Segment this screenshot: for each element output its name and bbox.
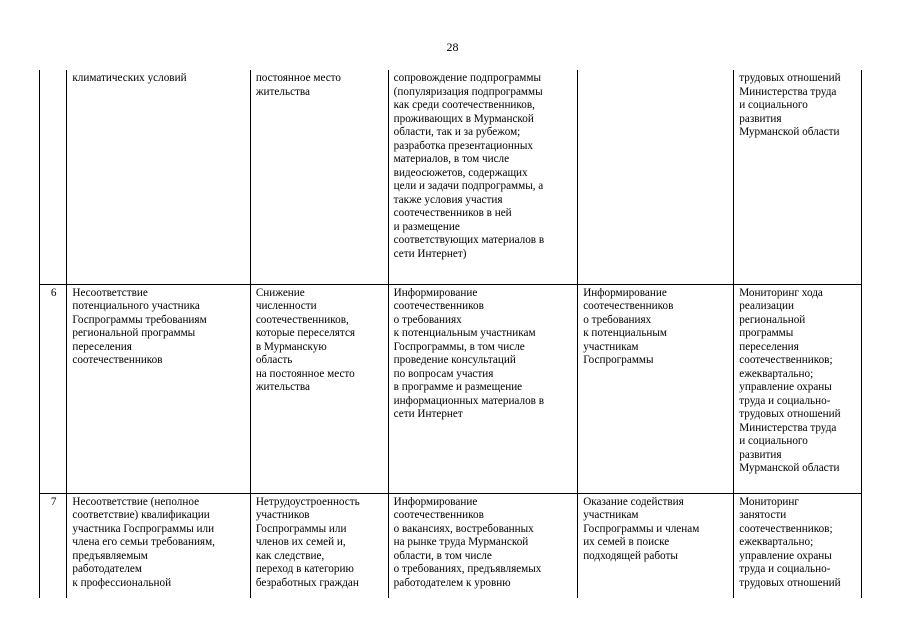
monitoring-cell: Мониторинг занятости соотечественников; ежеквартально; управление охраны труда и социально- трудовых отношений [734,493,862,598]
mitigation-cell: Информирование соотечественников о требованиях к потенциальным участникам Госпрограммы [578,284,734,493]
table-row [40,284,862,493]
mitigation-cell [578,70,734,284]
row-number [40,70,67,284]
prevention-cell: Информирование соотечественников о вакансиях, востребованных на рынке труда Мурманской области, в том числе о требованиях, предъявляемых работодателем к уровню [388,493,578,598]
table-row [40,493,862,598]
row-number: 7 [40,493,67,598]
risk-cell: климатических условий [67,70,250,284]
monitoring-cell: Мониторинг хода реализации региональной программы переселения соотечественников; ежеквартально; управление охраны труда и социально- трудовых отношений Министерства труда и социального развития Мурманской области [734,284,862,493]
monitoring-cell: трудовых отношений Министерства труда и социального развития Мурманской области [734,70,862,284]
page-number: 28 [446,40,459,54]
risk-cell: Несоответствие (неполное соответствие) квалификации участника Госпрограммы или члена его семьи требованиям, предъявляемым работодателем к профессиональной [67,493,250,598]
risk-table [39,70,862,598]
row-number: 6 [40,284,67,493]
consequence-cell: Снижение численности соотечественников, которые переселятся в Мурманскую область на постоянное место жительства [250,284,388,493]
prevention-cell: Информирование соотечественников о требованиях к потенциальным участникам Госпрограммы, в том числе проведение консультаций по вопросам участия в программе и размещение информационных материалов в сети Интернет [388,284,578,493]
risk-cell: Несоответствие потенциального участника Госпрограммы требованиям региональной программы переселения соотечественников [67,284,250,493]
consequence-cell: постоянное место жительства [250,70,388,284]
mitigation-cell: Оказание содействия участникам Госпрограммы и членам их семей в поиске подходящей работы [578,493,734,598]
consequence-cell: Нетрудоустроенность участников Госпрограммы или членов их семей и, как следствие, переход в категорию безработных граждан [250,493,388,598]
table-row [40,70,862,284]
prevention-cell: сопровождение подпрограммы (популяризация подпрограммы как среди соотечественников, проживающих в Мурманской области, так и за рубежом; разработка презентационных материалов, в том числе видеосюжетов, содержащих цели и задачи подпрограммы, а также условия участия соотечественников в ней и размещение соответствующих материалов в сети Интернет) [388,70,578,284]
